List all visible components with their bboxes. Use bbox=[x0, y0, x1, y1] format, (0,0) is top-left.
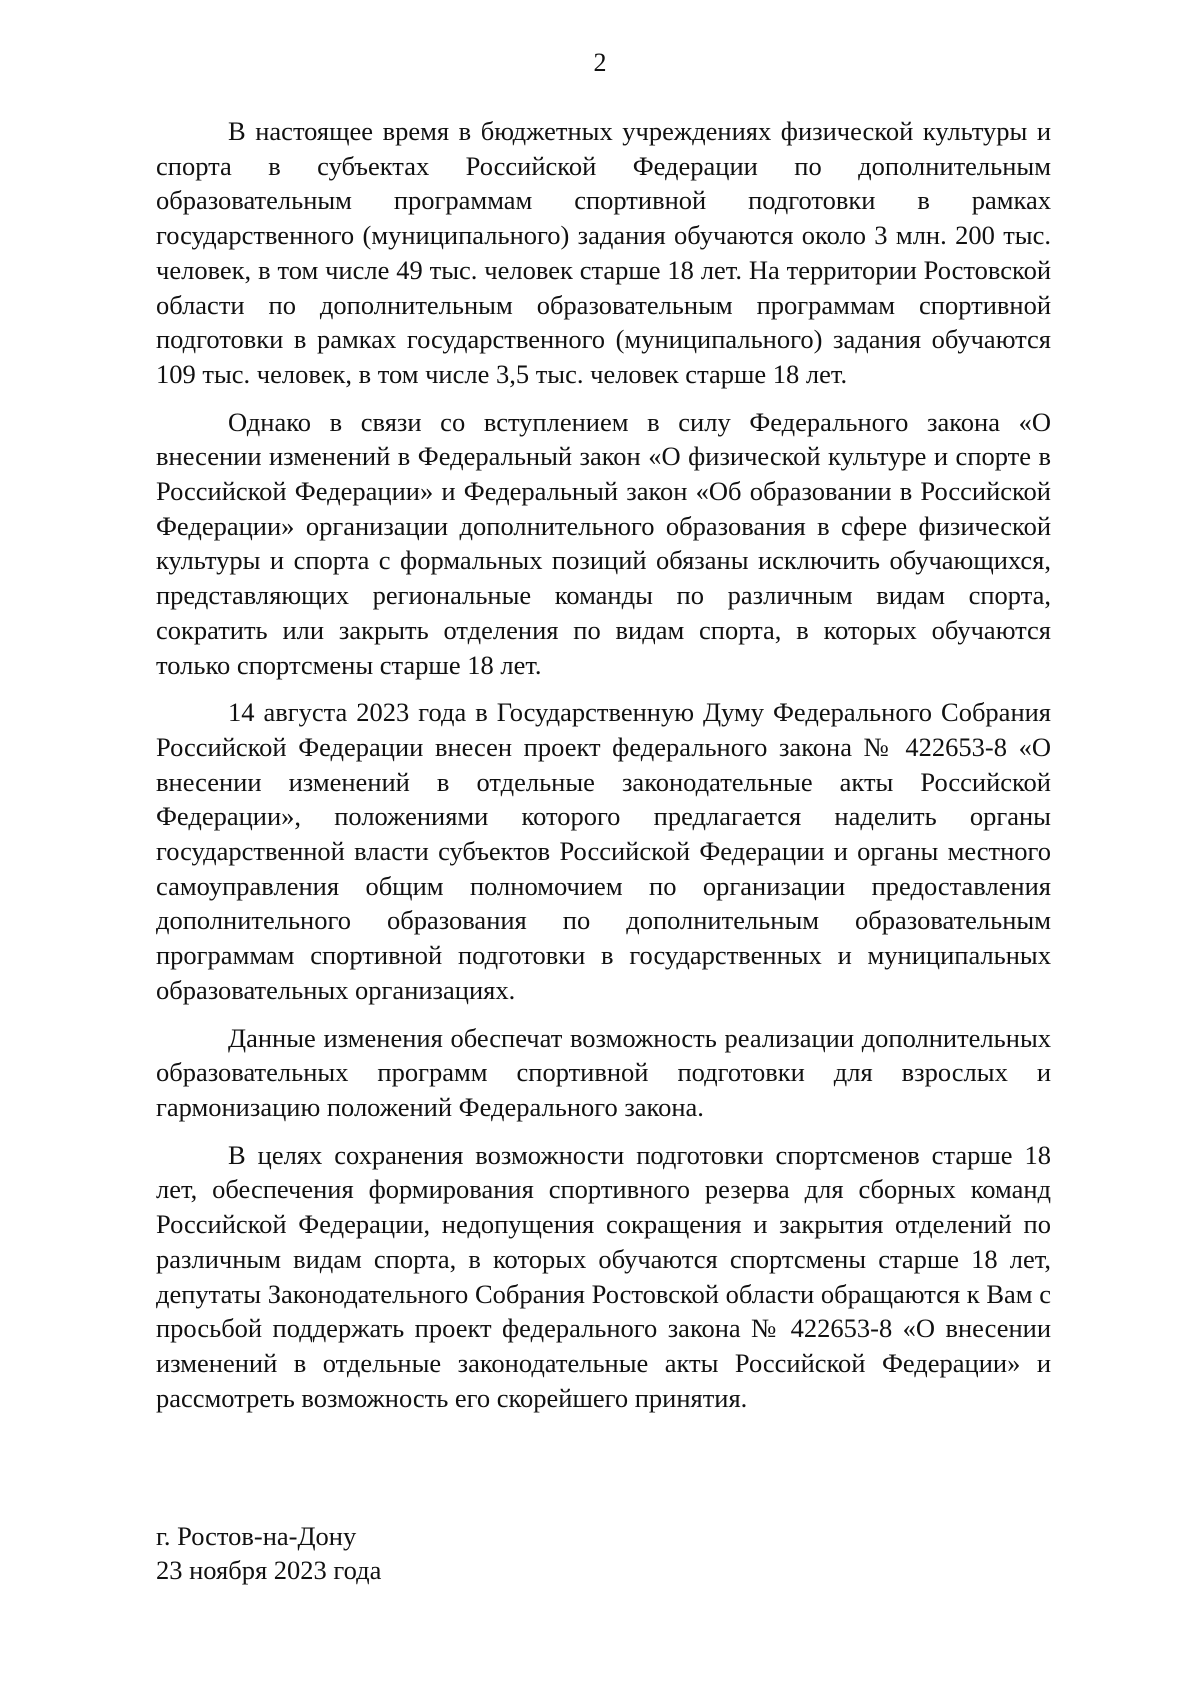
paragraph-4: Данные изменения обеспечат возможность реализации дополнительных образовательных программ спортивной подготовки для взрослых и гармонизацию положений Федерального закона. bbox=[156, 1022, 1051, 1122]
signoff-block bbox=[156, 1519, 381, 1587]
signoff-place: г. Ростов-на-Дону bbox=[156, 1521, 357, 1551]
paragraph-5: В целях сохранения возможности подготовки спортсменов старше 18 лет, обеспечения формирования спортивного резерва для сборных команд Российской Федерации, недопущения сокращения и закрытия отделений по различным видам спорта, в которых обучаются спортсмены старше 18 лет, депутаты Законодательного Собрания Ростовской области обращаются к Вам с просьбой поддержать проект федерального закона № 422653-8 «О внесении изменений в отдельные законодательные акты Российской Федерации» и рассмотреть возможность его скорейшего принятия. bbox=[156, 1139, 1051, 1413]
document-body bbox=[156, 114, 1051, 1428]
paragraph-2: Однако в связи со вступлением в силу Федерального закона «О внесении изменений в Федеральный закон «О физической культуре и спорте в Российской Федерации» и Федеральный закон «Об образовании в Российской Федерации» организации дополнительного образования в сфере физической культуры и спорта с формальных позиций обязаны исключить обучающихся, представляющих региональные команды по различным видам спорта, сократить или закрыть отделения по видам спорта, в которых обучаются только спортсмены старше 18 лет. bbox=[156, 406, 1051, 680]
signoff-date: 23 ноября 2023 года bbox=[156, 1555, 382, 1585]
page-number: 2 bbox=[593, 48, 607, 77]
paragraph-1: В настоящее время в бюджетных учреждениях физической культуры и спорта в субъектах Российской Федерации по дополнительным образовательным программам спортивной подготовки в рамках государственного (муниципального) задания обучаются около 3 млн. 200 тыс. человек, в том числе 49 тыс. человек старше 18 лет. На территории Ростовской области по дополнительным образовательным программам спортивной подготовки в рамках государственного (муниципального) задания обучаются 109 тыс. человек, в том числе 3,5 тыс. человек старше 18 лет. bbox=[156, 116, 1051, 389]
paragraph-3: 14 августа 2023 года в Государственную Думу Федерального Собрания Российской Федерации внесен проект федерального закона № 422653-8 «О внесении изменений в отдельные законодательные акты Российской Федерации», положениями которого предлагается наделить органы государственной власти субъектов Российской Федерации и органы местного самоуправления общим полномочием по организации предоставления дополнительного образования по дополнительным образовательным программам спортивной подготовки в государственных и муниципальных образовательных организациях. bbox=[156, 697, 1051, 1005]
